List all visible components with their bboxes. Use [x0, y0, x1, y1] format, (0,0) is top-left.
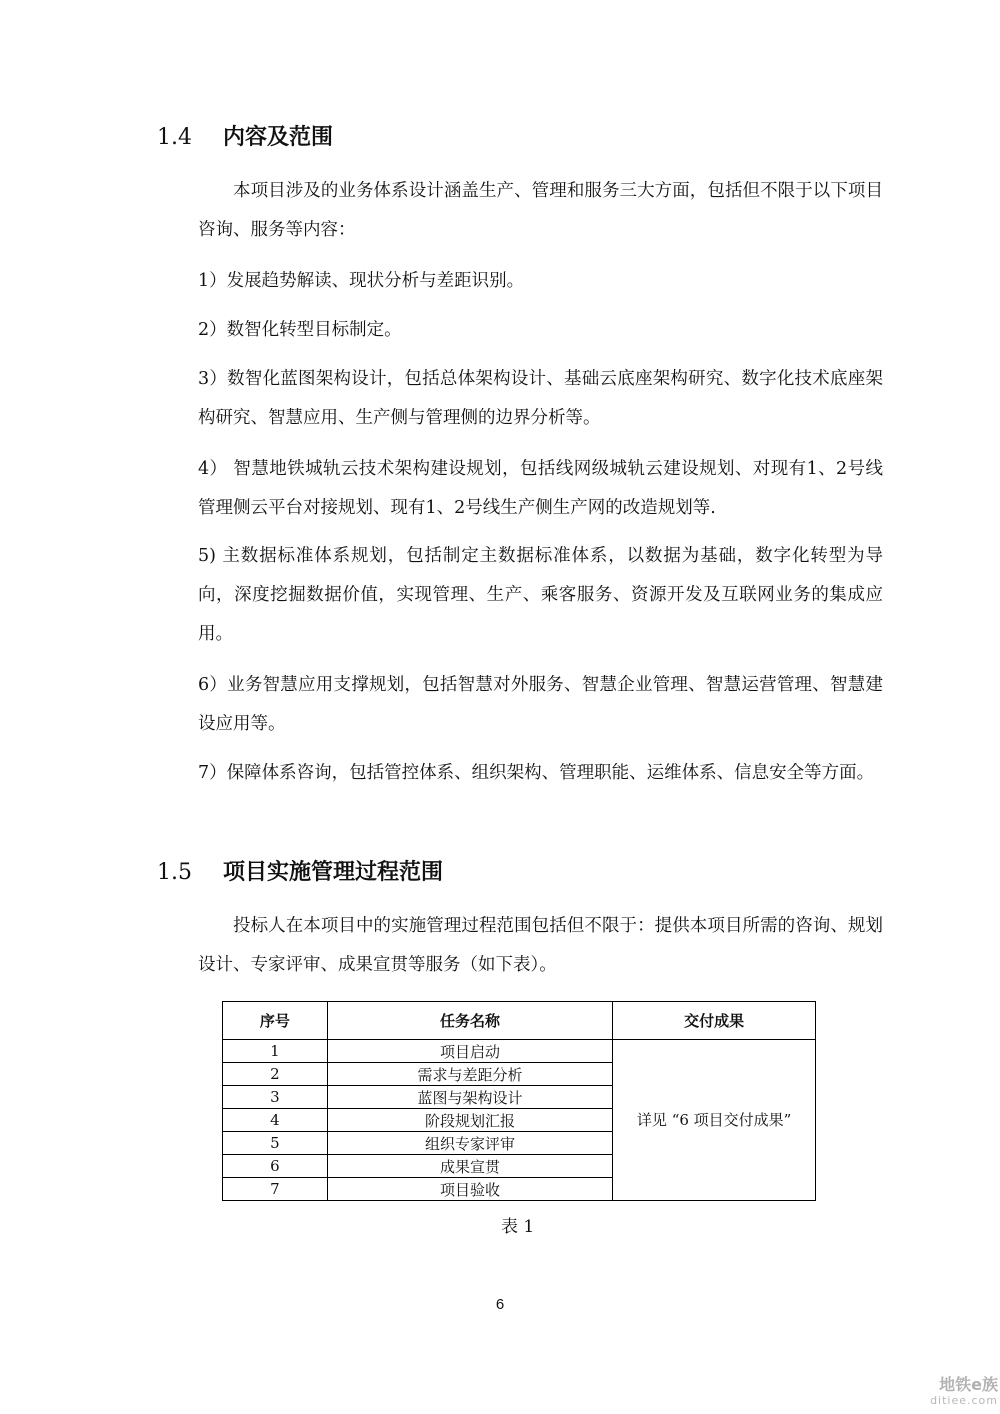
task-name: 需求与差距分析 [327, 1063, 612, 1086]
row-number: 4 [223, 1109, 328, 1132]
section-1-4-intro: 本项目涉及的业务体系设计涵盖生产、管理和服务三大方面，包括但不限于以下项目咨询、服务等内容： [198, 181, 883, 240]
row-number: 2 [223, 1063, 328, 1086]
task-name: 组织专家评审 [327, 1132, 612, 1155]
table-row [223, 1040, 816, 1063]
row-number: 5 [223, 1132, 328, 1155]
list-item: 3）数智化蓝图架构设计，包括总体架构设计、基础云底座架构研究、数字化技术底座架构研究、智慧应用、生产侧与管理侧的边界分析等。 [198, 369, 883, 428]
row-number: 1 [223, 1040, 328, 1063]
watermark-url: ditiee.com [930, 1394, 998, 1407]
section-heading-1-5 [157, 855, 443, 886]
section-number: 1.4 [157, 125, 192, 150]
section-title: 内容及范围 [223, 125, 334, 150]
table-header-row [223, 1002, 816, 1040]
task-name: 阶段规划汇报 [327, 1109, 612, 1132]
section-heading-1-4 [157, 120, 333, 151]
list-item: 7）保障体系咨询，包括管控体系、组织架构、管理职能、运维体系、信息安全等方面。 [198, 763, 875, 783]
task-table [222, 1001, 816, 1201]
task-name: 项目验收 [327, 1178, 612, 1201]
list-item: 6）业务智慧应用支撑规划，包括智慧对外服务、智慧企业管理、智慧运营管理、智慧建设应用等。 [198, 675, 883, 734]
task-name: 项目启动 [327, 1040, 612, 1063]
section-number: 1.5 [157, 860, 192, 885]
row-number: 7 [223, 1178, 328, 1201]
table-caption: 表 1 [501, 1217, 535, 1237]
task-name: 成果宣贯 [327, 1155, 612, 1178]
list-item: 1）发展趋势解读、现状分析与差距识别。 [198, 271, 525, 291]
section-title: 项目实施管理过程范围 [223, 860, 444, 885]
watermark-name: 地铁e族 [939, 1375, 998, 1394]
task-name: 蓝图与架构设计 [327, 1086, 612, 1109]
row-number: 6 [223, 1155, 328, 1178]
list-item: 5) 主数据标准体系规划，包括制定主数据标准体系，以数据为基础，数字化转型为导向，深度挖掘数据价值，实现管理、生产、乘客服务、资源开发及互联网业务的集成应用。 [198, 546, 883, 644]
column-header-number: 序号 [223, 1002, 328, 1040]
row-number: 3 [223, 1086, 328, 1109]
watermark-logo [908, 1376, 998, 1412]
deliverable-cell: 详见 “6 项目交付成果” [613, 1040, 816, 1201]
column-header-deliverable: 交付成果 [613, 1002, 816, 1040]
list-item: 4） 智慧地铁城轨云技术架构建设规划，包括线网级城轨云建设规划、对现有1、2号线管理侧云平台对接规划、现有1、2号线生产侧生产网的改造规划等. [198, 459, 883, 518]
section-1-5-intro: 投标人在本项目中的实施管理过程范围包括但不限于：提供本项目所需的咨询、规划设计、专家评审、成果宣贯等服务（如下表）。 [198, 916, 883, 975]
column-header-task: 任务名称 [327, 1002, 612, 1040]
page-number: 6 [495, 1296, 505, 1313]
list-item: 2）数智化转型目标制定。 [198, 320, 402, 340]
